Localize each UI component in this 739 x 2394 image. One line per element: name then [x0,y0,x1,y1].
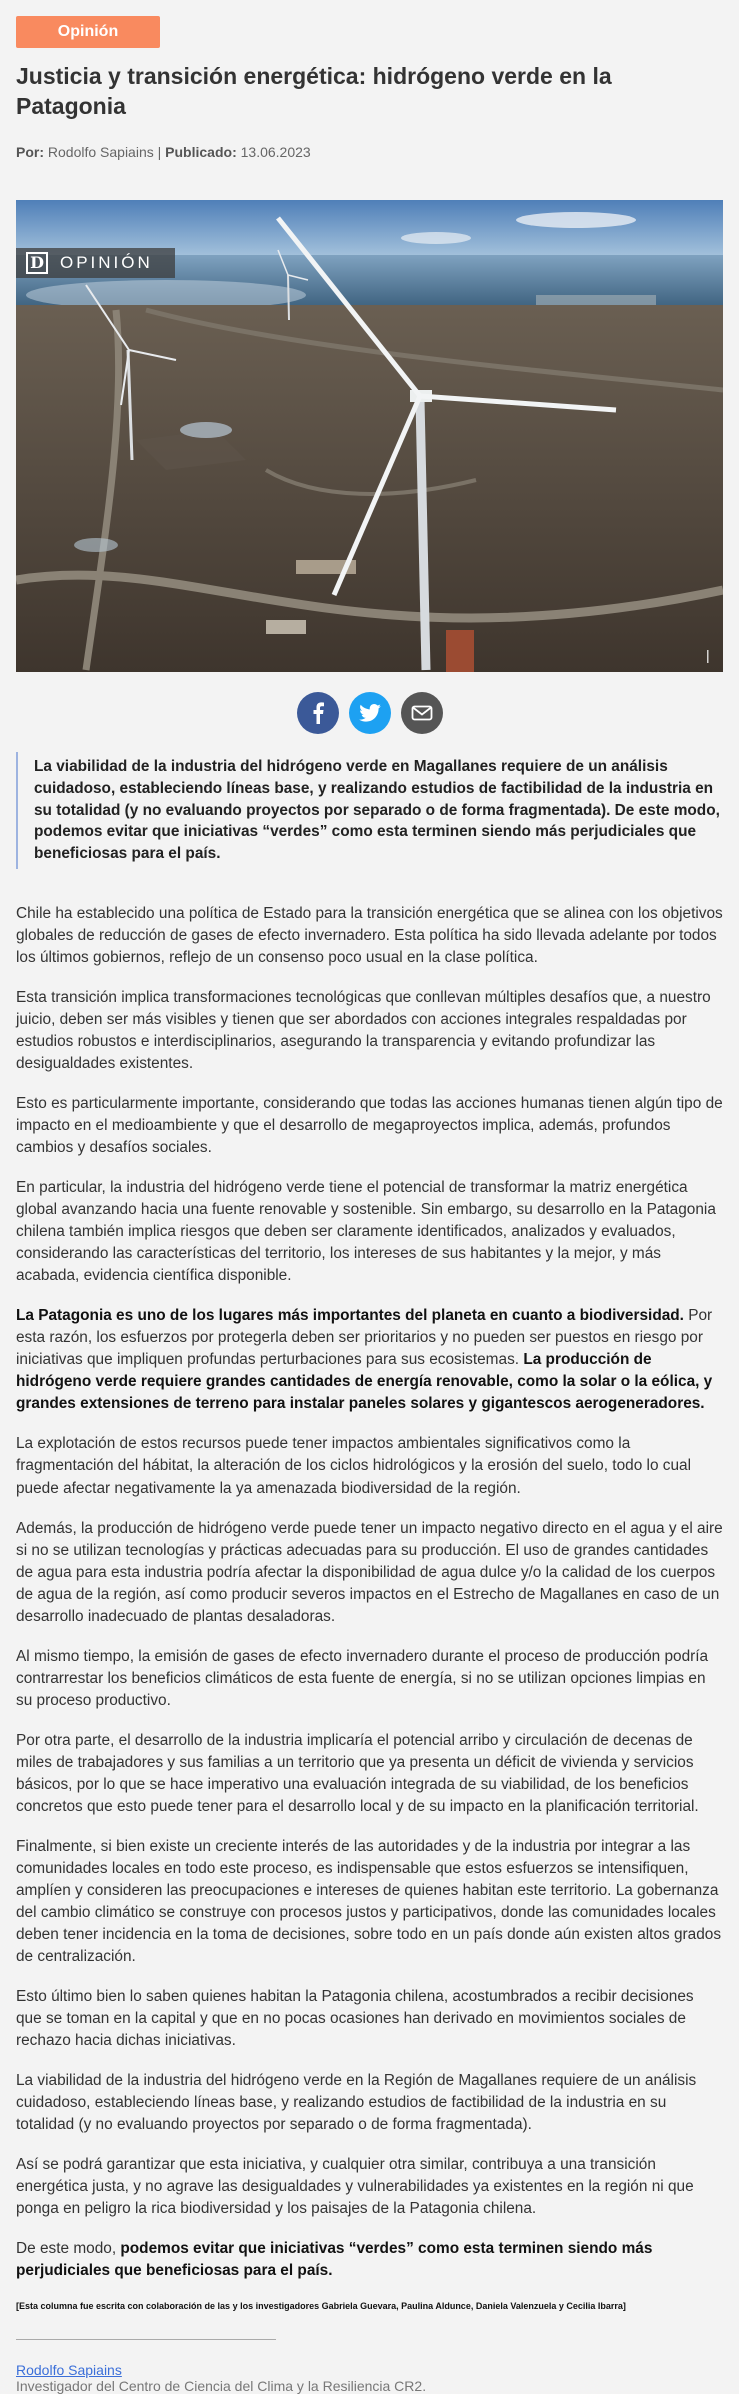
paragraph: Chile ha establecido una política de Estado para la transición energética que se alinea con los objetivos globales de reducción de gases de efecto invernadero. Esta política ha sido llevada adelante por todos los últimos gobiernos, reflejo de un consenso poco usual en la clase política. [16,905,723,967]
article-title: Justicia y transición energética: hidrógeno verde en la Patagonia [16,63,612,119]
meta-separator: | [157,143,162,160]
paragraph: La viabilidad de la industria del hidrógeno verde en la Región de Magallanes requiere de un análisis cuidadoso, estableciendo líneas base, y realizando estudios de factibilidad de la industria en su totalidad (y no evaluando proyectos por separado o de forma fragmentada). [16,2071,697,2133]
paragraph-text: Por esta razón, los esfuerzos por protegerla deben ser prioritarios y no pueden ser puestos en riesgo por iniciativas que impliquen profundas perturbaciones para sus ecosistemas. [16,1307,713,1369]
collaboration-note: [Esta columna fue escrita con colaboración de las y los investigadores Gabriela Guevara, Paulina Aldunce, Daniela Valenzuela y Cecilia Ibarra] [16,2300,626,2311]
by-label: Por: [16,143,44,160]
paragraph: Esto es particularmente importante, considerando que todas las acciones humanas tienen algún tipo de impacto en el medioambiente y que el desarrollo de megaproyectos implica, además, profundos cambios y desafíos sociales. [16,1095,723,1157]
article-meta [16,144,723,160]
closing-paragraph [16,2238,723,2282]
bold-text: podemos evitar que iniciativas “verdes” como esta terminen siendo más perjudiciales que beneficiosas para el país. [16,2239,653,2279]
paragraph: Así se podrá garantizar que esta iniciativa, y cualquier otra similar, contribuya a una transición energética justa, y no agrave las desigualdades y vulnerabilidades ya existentes en la región ni que ponga en peligro la rica biodiversidad y los paisajes de la Patagonia chilena. [16,2155,694,2217]
facebook-share-button[interactable] [297,692,339,734]
paragraph: Por otra parte, el desarrollo de la industria implicaría el potencial arribo y circulación de decenas de miles de trabajadores y sus familias a un territorio que ya presenta un déficit de vivienda y servicios básicos, por lo que se hace imperativo una evaluación integrada de su viabilidad, de los beneficios concretos que esto puede tener para el desarrollo local y de su impacto en la planificación territorial. [16,1731,699,1815]
paragraph-biodiversity [16,1305,723,1415]
paragraph: Esta transición implica transformaciones tecnológicas que conllevan múltiples desafíos que, a nuestro juicio, deben ser más visibles y tienen que ser abordados con acciones integrales respaldadas por estudios robustos e interdisciplinarios, asegurando la transparencia y evitando profundizar las desigualdades existentes. [16,989,711,1073]
paragraph: Al mismo tiempo, la emisión de gases de efecto invernadero durante el proceso de producción podría contrarrestar los beneficios climáticos de esta fuente de energía, si no se utilizan opciones limpias en su proceso productivo. [16,1647,709,1709]
hero-image [16,200,723,672]
brand-logo-icon: D [26,252,48,274]
author-box [16,2362,723,2394]
opinion-tag-label: OPINIÓN [60,252,153,272]
divider [16,2339,276,2340]
paragraph: Finalmente, si bien existe un creciente interés de las autoridades y de la industria por integrar a las comunidades locales en todo este proceso, es indispensable que estos esfuerzos se intensifiquen, amplíen y consideren las preocupaciones e intereses de quienes habitan este territorio. La gobernanza del cambio climático se construye con procesos justos y participativos, donde las comunidades locales deben tener incidencia en la toma de decisiones, sobre todo en un país donde aún existen altos grados de centralización. [16,1837,722,1965]
article-body [16,903,723,2313]
paragraph: La explotación de estos recursos puede tener impactos ambientales significativos como la fragmentación del hábitat, la alteración de los ciclos hidrológicos y la erosión del suelo, todo lo cual puede afectar negativamente la ya amenazada biodiversidad de la región. [16,1435,692,1497]
author-name: Rodolfo Sapiains [47,143,154,160]
publish-date: 13.06.2023 [240,143,311,160]
paragraph: Esto último bien lo saben quienes habitan la Patagonia chilena, acostumbrados a recibir decisiones que se toman en la capital y que en no pocas ocasiones han derivado en movimientos sociales de rechazo hacia dichas iniciativas. [16,1987,694,2049]
share-buttons [16,692,723,734]
author-link[interactable]: Rodolfo Sapiains [16,2361,122,2378]
category-badge[interactable]: Opinión [16,16,160,48]
author-role: Investigador del Centro de Ciencia del Clima y la Resiliencia CR2. [16,2377,427,2394]
paragraph-text: De este modo, [16,2239,121,2257]
published-label: Publicado: [165,143,237,160]
corner-mark: | [706,646,710,663]
bold-text: La producción de hidrógeno verde requiere grandes cantidades de energía renovable, como la solar o la eólica, y grandes extensiones de terreno para instalar paneles solares y gigantescos aerogeneradores. [16,1351,713,1413]
email-share-button[interactable] [401,692,443,734]
opinion-tag [16,248,175,278]
paragraph: En particular, la industria del hidrógeno verde tiene el potencial de transformar la matriz energética global avanzando hacia una fuente renovable y sostenible. Sin embargo, su desarrollo en la Patagonia chilena también implica riesgos que deben ser claramente identificados, analizados y evaluados, considerando las características del territorio, los intereses de sus habitantes y la mejor, y más acabada, evidencia científica disponible. [16,1179,716,1285]
bold-text: La Patagonia es uno de los lugares más importantes del planeta en cuanto a biodiversidad. [16,1307,684,1325]
facebook-icon [308,702,328,724]
email-icon [411,705,433,721]
twitter-icon [359,704,381,722]
article-lead: La viabilidad de la industria del hidrógeno verde en Magallanes requiere de un análisis cuidadoso, estableciendo líneas base, y realizando estudios de factibilidad de la industria en su totalidad (y no evaluando proyectos por separado o de forma fragmentada). De este modo, podemos evitar que iniciativas “verdes” como esta terminen siendo más perjudiciales que beneficiosas para el país. [16,752,723,869]
twitter-share-button[interactable] [349,692,391,734]
paragraph: Además, la producción de hidrógeno verde puede tener un impacto negativo directo en el agua y el aire si no se utilizan tecnologías y prácticas adecuadas para su producción. El uso de grandes cantidades de agua para esta industria podría afectar la disponibilidad de agua dulce y/o la calidad de los cuerpos de agua de la región, así como producir severos impactos en el Estrecho de Magallanes en caso de un desarrollo inadecuado de plantas desaladoras. [16,1519,723,1625]
